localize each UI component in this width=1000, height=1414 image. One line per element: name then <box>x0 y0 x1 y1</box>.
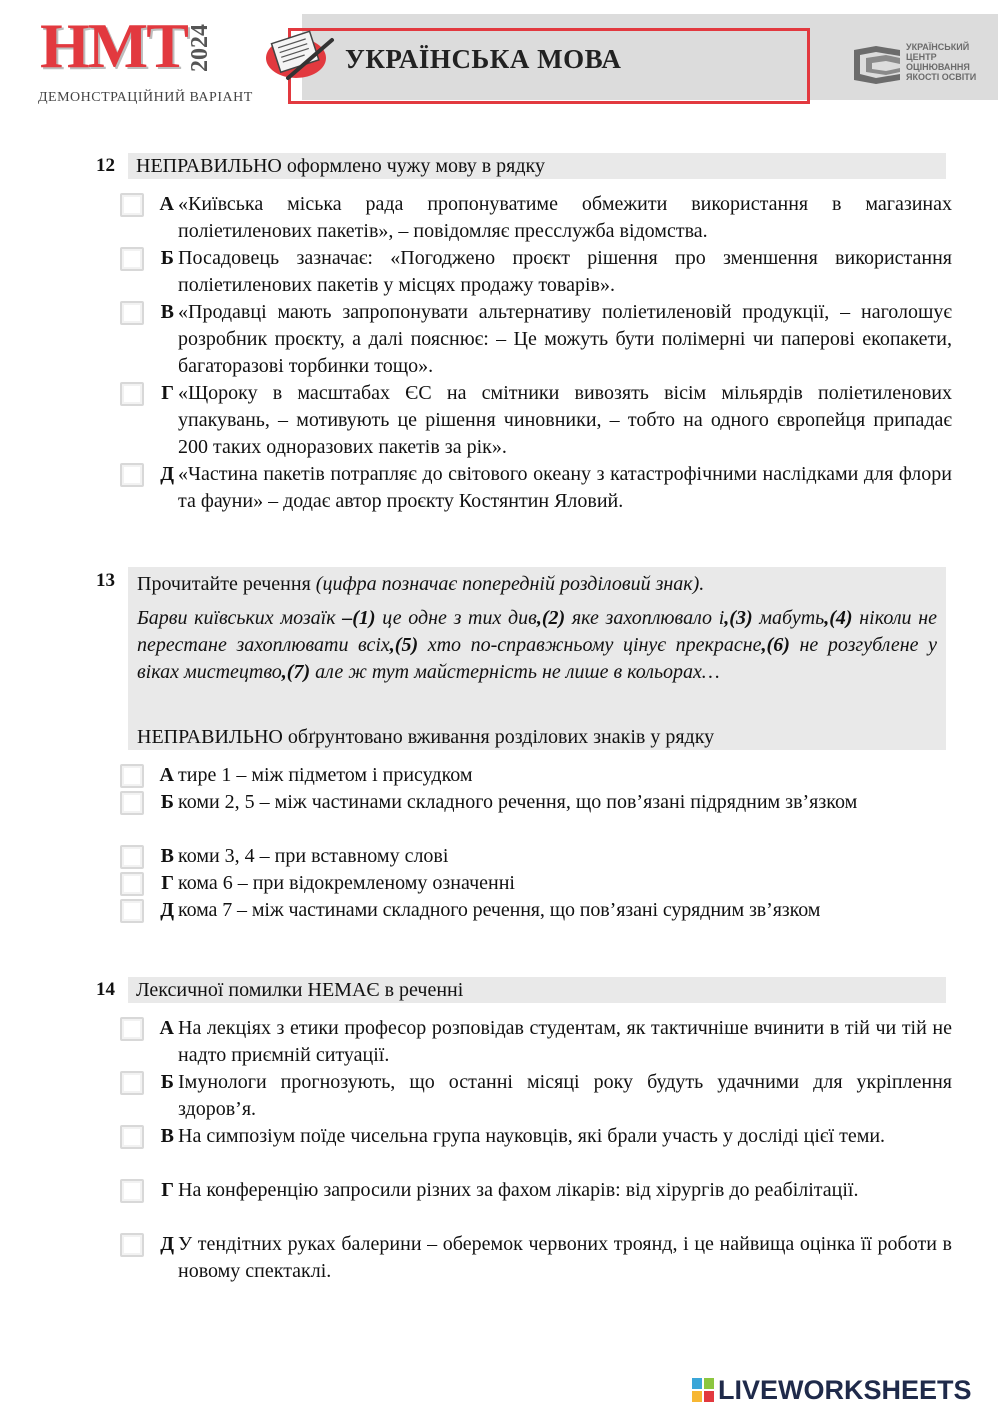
q13-option-d <box>120 870 952 897</box>
option-text: Посадовець зазначає: «Погоджено проєкт рішення про зменшення використання поліетиленових пакетів у місцях продажу товарів». <box>178 247 952 296</box>
punctuation-marker: –(1) <box>342 607 376 629</box>
option-letter: Б <box>160 1071 174 1093</box>
q12-option-b <box>120 245 952 299</box>
passage-text: але ж тут майстерність не лише в кольорах… <box>310 661 720 683</box>
passage-text: хто по-справжньому цінує прекрасне <box>418 634 762 656</box>
q12-option-d <box>120 380 952 461</box>
question-title: Лексичної помилки НЕМАЄ в реченні <box>128 977 946 1003</box>
option-text: «Київська міська рада пропонуватиме обмежити використання в магазинах поліетиленових пакетів», – повідомляє пресслужба відомства. <box>178 193 952 242</box>
question-number: 14 <box>96 979 115 1000</box>
option-text: коми 2, 5 – між частинами складного речення, що пов’язані підрядним зв’язком <box>178 791 858 813</box>
answer-checkbox[interactable] <box>120 845 144 869</box>
option-text: «Частина пакетів потрапляє до світового океану з катастрофічними наслідками для флори та фауни» – додає автор проєкту Костянтин Яловий. <box>178 463 952 512</box>
punctuation-marker: ,(2) <box>536 607 566 629</box>
answer-checkbox[interactable] <box>120 791 144 815</box>
option-text: У тендітних руках балерини – оберемок червоних троянд, і це найвища оцінка її роботи в новому спектаклі. <box>178 1233 952 1282</box>
punctuation-marker: ,(7) <box>281 661 311 683</box>
answer-checkbox[interactable] <box>120 382 144 406</box>
question-number: 12 <box>96 155 115 176</box>
punctuation-marker: ,(6) <box>761 634 790 656</box>
q13-option-a <box>120 762 952 789</box>
option-text: На конференцію запросили різних за фахом лікарів: від хірургів до реабілітації. <box>178 1179 859 1201</box>
passage-text: яке захоплювало і <box>565 607 725 629</box>
question-title: НЕПРАВИЛЬНО оформлено чужу мову в рядку <box>128 153 946 179</box>
passage-text: мабуть <box>752 607 825 629</box>
liveworksheets-wordmark: LIVEWORKSHEETS <box>718 1374 972 1405</box>
option-letter: А <box>159 1017 174 1039</box>
answer-checkbox[interactable] <box>120 301 144 325</box>
variant-label: ДЕМОНСТРАЦІЙНИЙ ВАРІАНТ <box>38 90 253 105</box>
q14-option-d <box>120 1177 952 1204</box>
option-text: коми 3, 4 – при вставному слові <box>178 845 449 867</box>
answer-checkbox[interactable] <box>120 764 144 788</box>
answer-checkbox[interactable] <box>120 899 144 923</box>
option-text: На лекціях з етики професор розповідав студентам, як тактичніше вчинити в тій чи тій не надто приємній ситуації. <box>178 1017 952 1066</box>
punctuation-marker: ,(4) <box>824 607 853 629</box>
page-header <box>0 0 1000 120</box>
question-number: 13 <box>96 570 115 591</box>
answer-checkbox[interactable] <box>120 1071 144 1095</box>
answer-checkbox[interactable] <box>120 872 144 896</box>
passage-text: ніколи не перестане захоплювати всіх <box>137 607 938 656</box>
option-letter: Д <box>160 463 174 485</box>
option-letter: В <box>160 301 174 323</box>
question-passage <box>137 605 937 686</box>
option-letter: Б <box>160 247 174 269</box>
question-12-header <box>90 153 946 179</box>
option-text: Імунологи прогнозують, що останні місяці року будуть удачними для укріплення здоров’я. <box>178 1071 952 1120</box>
question-instruction <box>137 571 704 597</box>
option-text: кома 6 – при відокремленому означенні <box>178 872 515 894</box>
option-letter: Б <box>160 791 174 813</box>
option-text: «Продавці мають запропонувати альтернативу поліетиленовій продукції, – наголошує розробник проєкту, а далі пояснює: – Це можуть бути полімерні чи паперові екопакети, багаторазові торбинки тощо». <box>178 301 952 377</box>
option-letter: Г <box>161 872 174 894</box>
answer-checkbox[interactable] <box>120 1233 144 1257</box>
question-13-header <box>90 568 130 594</box>
q12-option-e <box>120 461 952 515</box>
q14-option-c <box>120 1123 952 1150</box>
q14-option-b <box>120 1069 952 1123</box>
answer-checkbox[interactable] <box>120 463 144 487</box>
ucoe-logo-text: УКРАЇНСЬКИЙ ЦЕНТР ОЦІНЮВАННЯ ЯКОСТІ ОСВІТИ <box>906 42 977 82</box>
q13-option-e <box>120 897 952 924</box>
q12-option-c <box>120 299 952 380</box>
document-pen-icon <box>258 22 340 84</box>
question-title: НЕПРАВИЛЬНО обґрунтовано вживання розділових знаків у рядку <box>137 726 715 748</box>
option-letter: А <box>159 764 174 786</box>
option-text: На симпозіум поїде чисельна група науковців, які брали участь у досліді цієї теми. <box>178 1125 886 1147</box>
option-letter: В <box>160 1125 174 1147</box>
answer-checkbox[interactable] <box>120 247 144 271</box>
instruction-text: Прочитайте речення <box>137 573 311 595</box>
q14-option-e <box>120 1231 952 1285</box>
answer-checkbox[interactable] <box>120 1179 144 1203</box>
option-letter: Д <box>160 1233 174 1255</box>
punctuation-marker: ,(3) <box>724 607 753 629</box>
option-letter: А <box>159 193 174 215</box>
q13-option-b <box>120 789 952 816</box>
option-letter: Д <box>160 899 174 921</box>
passage-text: Барви київських мозаїк <box>137 607 343 629</box>
liveworksheets-brand[interactable] <box>692 1376 972 1404</box>
passage-text: це одне з тих див <box>375 607 537 629</box>
liveworksheets-icon <box>692 1378 714 1402</box>
punctuation-marker: ,(5) <box>389 634 419 656</box>
answer-checkbox[interactable] <box>120 1017 144 1041</box>
question-14-header <box>90 977 946 1003</box>
answer-checkbox[interactable] <box>120 1125 144 1149</box>
passage-text: не розгублене у віках мистецтво <box>137 634 938 683</box>
subject-title: УКРАЇНСЬКА МОВА <box>345 44 622 74</box>
answer-checkbox[interactable] <box>120 193 144 217</box>
q14-option-a <box>120 1015 952 1069</box>
q12-option-a <box>120 191 952 245</box>
option-letter: Г <box>161 1179 174 1201</box>
q13-option-c <box>120 843 952 870</box>
logo-year: 2024 <box>186 24 213 72</box>
option-letter: В <box>160 845 174 867</box>
option-text: кома 7 – між частинами складного речення, що пов’язані сурядним зв’язком <box>178 899 821 921</box>
nmt-logo: НМТ <box>40 10 187 81</box>
option-text: тире 1 – між підметом і присудком <box>178 764 473 786</box>
instruction-note: (цифра позначає попередній розділовий знак). <box>315 573 705 595</box>
ucoe-logo-icon <box>852 44 902 84</box>
option-letter: Г <box>161 382 174 404</box>
option-text: «Щороку в масштабах ЄС на смітники вивозять вісім мільярдів поліетиленових упакувань, – мотивують це рішення чиновники, – тобто на одного європейця припадає 200 таких одноразових пакетів за рік». <box>178 382 952 458</box>
